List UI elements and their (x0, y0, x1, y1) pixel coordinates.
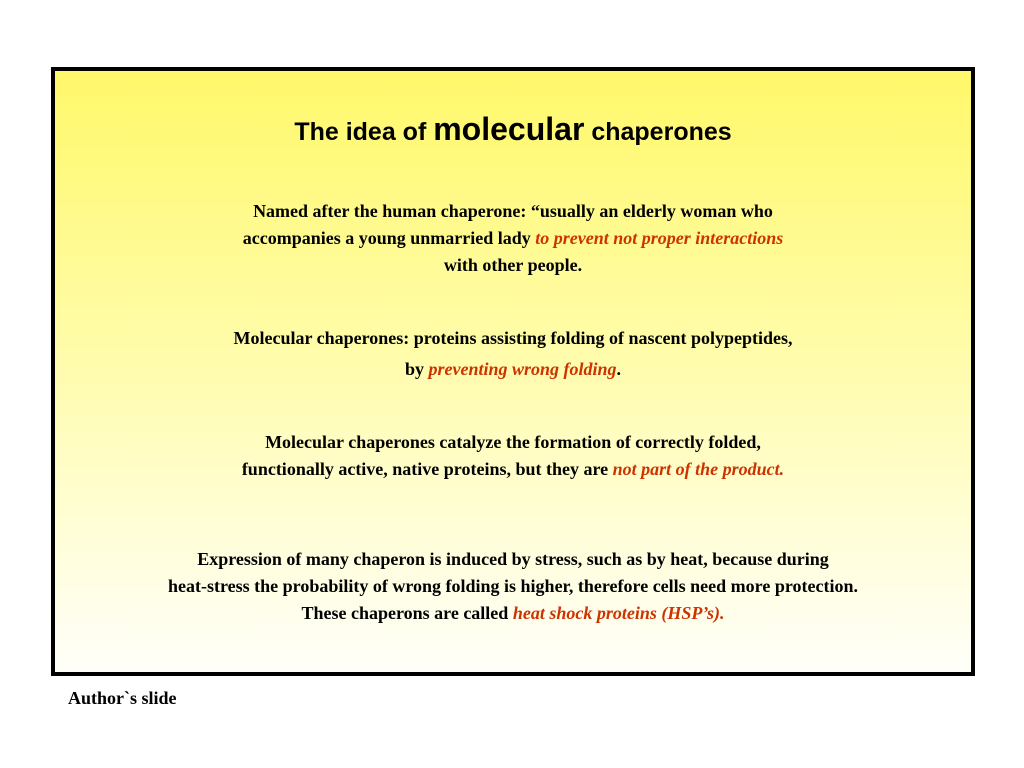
slide-frame (51, 67, 975, 676)
p3-line2-highlight: not part of the product. (612, 459, 785, 479)
p4-line1: Expression of many chaperon is induced by stress, such as by heat, because during (197, 549, 829, 569)
p1-line1: Named after the human chaperone: “usually an elderly woman who (253, 201, 773, 221)
p3-line2-text: functionally active, native proteins, but they are (241, 459, 613, 479)
paragraph-heat-shock (55, 546, 971, 627)
p2-line2-text: by (404, 359, 429, 379)
p4-line2: heat-stress the probability of wrong folding is higher, therefore cells need more protection. (168, 576, 858, 596)
p1-line2-highlight: to prevent not proper interactions (535, 228, 784, 248)
p1-line2 (55, 225, 971, 252)
title-part1: The idea of (294, 118, 434, 146)
p2-line2-highlight: preventing wrong folding (428, 359, 617, 379)
p3-line1: Molecular chaperones catalyze the formation of correctly folded, (265, 432, 761, 452)
p4-line3 (55, 600, 971, 627)
slide-title (55, 111, 971, 148)
author-caption: Author`s slide (68, 688, 177, 708)
paragraph-catalysis (55, 429, 971, 483)
p1-line3: with other people. (443, 255, 583, 275)
p4-line3-highlight: heat shock proteins (HSP’s). (512, 603, 725, 623)
p4-line3-text: These chaperons are called (301, 603, 513, 623)
title-part2: chaperones (584, 118, 732, 146)
p1-line2-text: accompanies a young unmarried lady (242, 228, 536, 248)
title-emphasis: molecular (433, 111, 585, 147)
p2-line1: Molecular chaperones: proteins assisting folding of nascent polypeptides, (233, 328, 793, 348)
paragraph-definition (55, 198, 971, 279)
p3-line2 (55, 456, 971, 483)
p2-line2 (55, 354, 971, 385)
p2-line2-end: . (616, 359, 622, 379)
paragraph-function (55, 323, 971, 385)
